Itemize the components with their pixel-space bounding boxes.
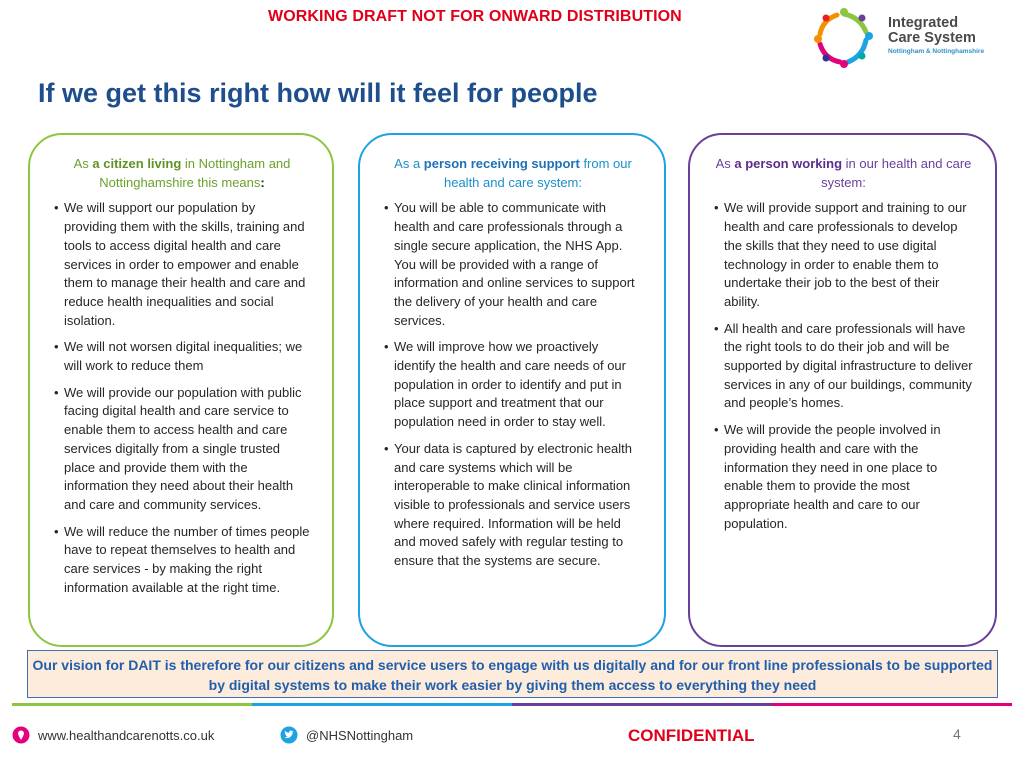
citizen-intro-emphasis: a citizen living — [92, 156, 182, 171]
logo-title-line2: Care System — [888, 30, 976, 46]
recipient-intro-prefix: As a — [394, 156, 424, 171]
page-number: 4 — [953, 726, 961, 742]
footer-twitter-link[interactable] — [280, 726, 413, 744]
citizen-bullet-list — [54, 199, 310, 597]
footer-rule-pink — [772, 703, 1012, 706]
workforce-intro-emphasis: a person working — [734, 156, 843, 171]
footer-rule-purple — [512, 703, 772, 706]
citizen-intro-colon: : — [260, 174, 265, 190]
page-title: If we get this right how will it feel for people — [38, 78, 598, 108]
ics-logo-icon — [806, 4, 882, 70]
website-text: www.healthandcarenotts.co.uk — [38, 727, 215, 743]
workforce-bullet: • We will provide the people involved in providing health and care with the information they need in one place to enable them to provide the most appropriate health and care to our population. — [714, 421, 973, 533]
citizen-bullet: • We will not worsen digital inequalities; we will work to reduce them — [54, 338, 310, 375]
citizen-bullet: • We will provide our population with public facing digital health and care service to enable them to access health and care services digitally from a single trusted place and provide them with the information they need about their health and care and community services. — [54, 384, 310, 515]
confidential-label: CONFIDENTIAL — [628, 726, 755, 745]
ics-logo — [806, 4, 1021, 72]
support-recipient-card-intro — [384, 155, 642, 192]
workforce-bullet: • All health and care professionals will have the right tools to do their job and will be supported by digital infrastructure to deliver services in any of our buildings, community and people’s homes. — [714, 320, 973, 414]
workforce-card — [688, 133, 997, 647]
twitter-icon — [280, 726, 298, 744]
citizen-intro-suffix: in Nottingham and Nottinghamshire this means — [99, 156, 291, 190]
vision-statement: Our vision for DAIT is therefore for our citizens and service users to engage with us digitally and for our front line professionals to be supported by digital systems to make their work easier by giving them access to everything they need — [27, 650, 998, 698]
location-pin-icon — [12, 726, 30, 744]
workforce-intro-suffix: in our health and care system: — [821, 156, 972, 190]
support-recipient-card — [358, 133, 666, 647]
recipient-bullet-list — [384, 199, 642, 570]
citizen-bullet: • We will reduce the number of times people have to repeat themselves to health and care services - by making the right information available at the right time. — [54, 523, 310, 598]
footer-website-link[interactable] — [12, 726, 214, 744]
citizen-intro-prefix: As — [73, 156, 93, 171]
logo-title-line1: Integrated — [888, 15, 959, 31]
twitter-handle: @NHSNottingham — [306, 727, 414, 743]
workforce-bullet-list — [714, 199, 973, 533]
workforce-intro-prefix: As — [715, 156, 735, 171]
citizen-card-intro — [54, 155, 310, 192]
recipient-bullet: • We will improve how we proactively identify the health and care needs of our population in order to identify and put in place support and treatment that our population need in order to stay well. — [384, 338, 642, 432]
footer-rule-blue — [252, 703, 512, 706]
recipient-intro-suffix: from our health and care system: — [443, 156, 632, 190]
workforce-card-intro — [714, 155, 973, 192]
citizen-card — [28, 133, 334, 647]
recipient-bullet: • Your data is captured by electronic health and care systems which will be interoperable to make clinical information visible to professionals and service users where required. Information will be held and moved safely with regular testing to ensure that the systems are secure. — [384, 440, 642, 571]
recipient-bullet: • You will be able to communicate with health and care professionals through a single secure application, the NHS App. You will be provided with a range of information and online services to support the delivery of your health and care services. — [384, 199, 642, 330]
draft-notice: WORKING DRAFT NOT FOR ONWARD DISTRIBUTION — [268, 8, 682, 25]
citizen-bullet: • We will support our population by providing them with the skills, training and tools to access digital health and care services in order to empower and enable them to manage their health and care and reduce health inequalities and social isolation. — [54, 199, 310, 330]
footer-rule-green — [12, 703, 252, 706]
logo-subtitle: Nottingham & Nottinghamshire — [888, 48, 985, 55]
workforce-bullet: • We will provide support and training to our health and care professionals to develop the skills that they need to use digital technology in order to enable them to undertake their job to the best of their ability. — [714, 199, 973, 311]
recipient-intro-emphasis: person receiving support — [423, 156, 580, 171]
